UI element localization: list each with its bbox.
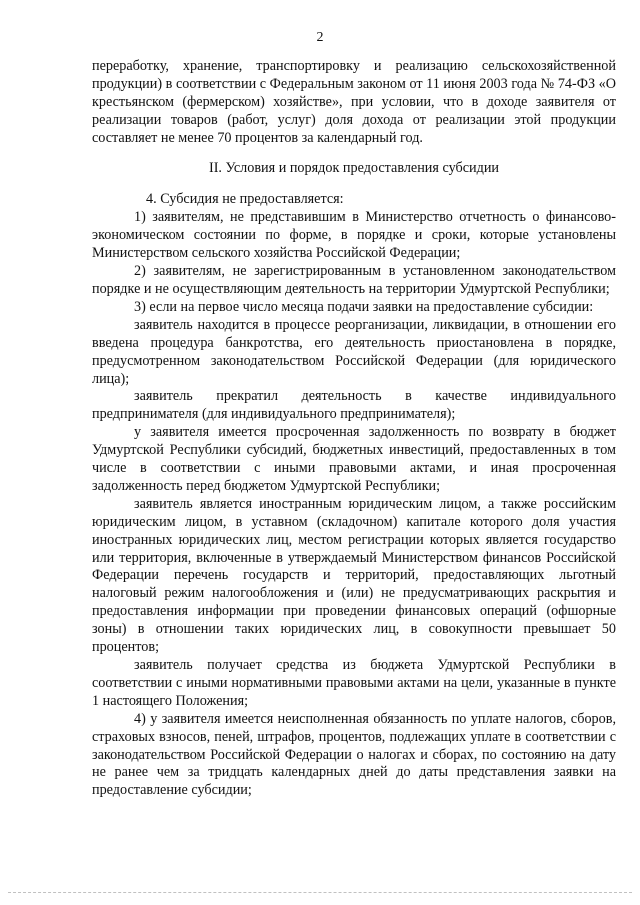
condition-foreign-entity: заявитель является иностранным юридическим лицом, а также российским юридическим лицом, в уставном (складочном) капитале которого доля участия иностранных юридических лиц, местом регистрации которых является государство или территория, включенные в утверждаемый Министерством финансов Российской Федерации перечень государств и территорий, предоставляющих льготный налоговый режим налогообложения и (или) не предусматривающих раскрытия и предоставления информации при проведении финансовых операций (офшорные зоны) в отношении таких юридических лиц, в совокупности превышает 50 процентов; (92, 495, 616, 656)
condition-other-funding: заявитель получает средства из бюджета Удмуртской Республики в соответствии с иными нормативными правовыми актами на цели, указанные в пункте 1 настоящего Положения; (92, 657, 616, 709)
page-number: 2 (316, 30, 324, 45)
subclause-4: 4) у заявителя имеется неисполненная обязанность по уплате налогов, сборов, страховых взносов, пеней, штрафов, процентов, подлежащих уплате в соответствии с законодательством Российской Федерации о налогах и сборах, по состоянию на дату не ранее чем за тридцать календарных дней до даты представления заявки на предоставление субсидии; (92, 710, 616, 799)
subclause-2: 2) заявителям, не зарегистрированным в установленном законодательством порядке и не осуществляющим деятельность на территории Удмуртской Республики; (92, 263, 616, 297)
section-heading: II. Условия и порядок предоставления субсидии (208, 159, 500, 176)
clause-4: 4. Субсидия не предоставляется: (146, 191, 344, 208)
subclause-3: 3) если на первое число месяца подачи заявки на предоставление субсидии: (134, 298, 594, 315)
subclause-1: 1) заявителям, не представившим в Министерство отчетность о финансово-экономическом состоянии по форме, в порядке и сроки, которые установлены Министерством сельского хозяйства Российской Федерации; (92, 209, 616, 262)
condition-reorganization: заявитель находится в процессе реорганизации, ликвидации, в отношении его введена процедура банкротства, его деятельность приостановлена в порядке, предусмотренном законодательством Российской Федерации (для юридического лица); (92, 316, 616, 387)
paragraph-continuation: переработку, хранение, транспортировку и реализацию сельскохозяйственной продукции) в соответствии с Федеральным законом от 11 июня 2003 года № 74-ФЗ «О крестьянском (фермерском) хозяйстве», при условии, что в доходе заявителя от реализации товаров (работ, услуг) доля дохода от реализации этой продукции составляет не менее 70 процентов за календарный год. (92, 58, 616, 146)
scan-edge-line (8, 892, 632, 895)
document-body (92, 58, 616, 800)
condition-ceased-activity: заявитель прекратил деятельность в качестве индивидуального предпринимателя (для индивидуального предпринимателя); (92, 388, 616, 423)
condition-overdue-debt: у заявителя имеется просроченная задолженность по возврату в бюджет Удмуртской Республики субсидий, бюджетных инвестиций, предоставленных в том числе в соответствии с иными правовыми актами, и иная просроченная задолженность перед бюджетом Удмуртской Республики; (92, 424, 616, 494)
